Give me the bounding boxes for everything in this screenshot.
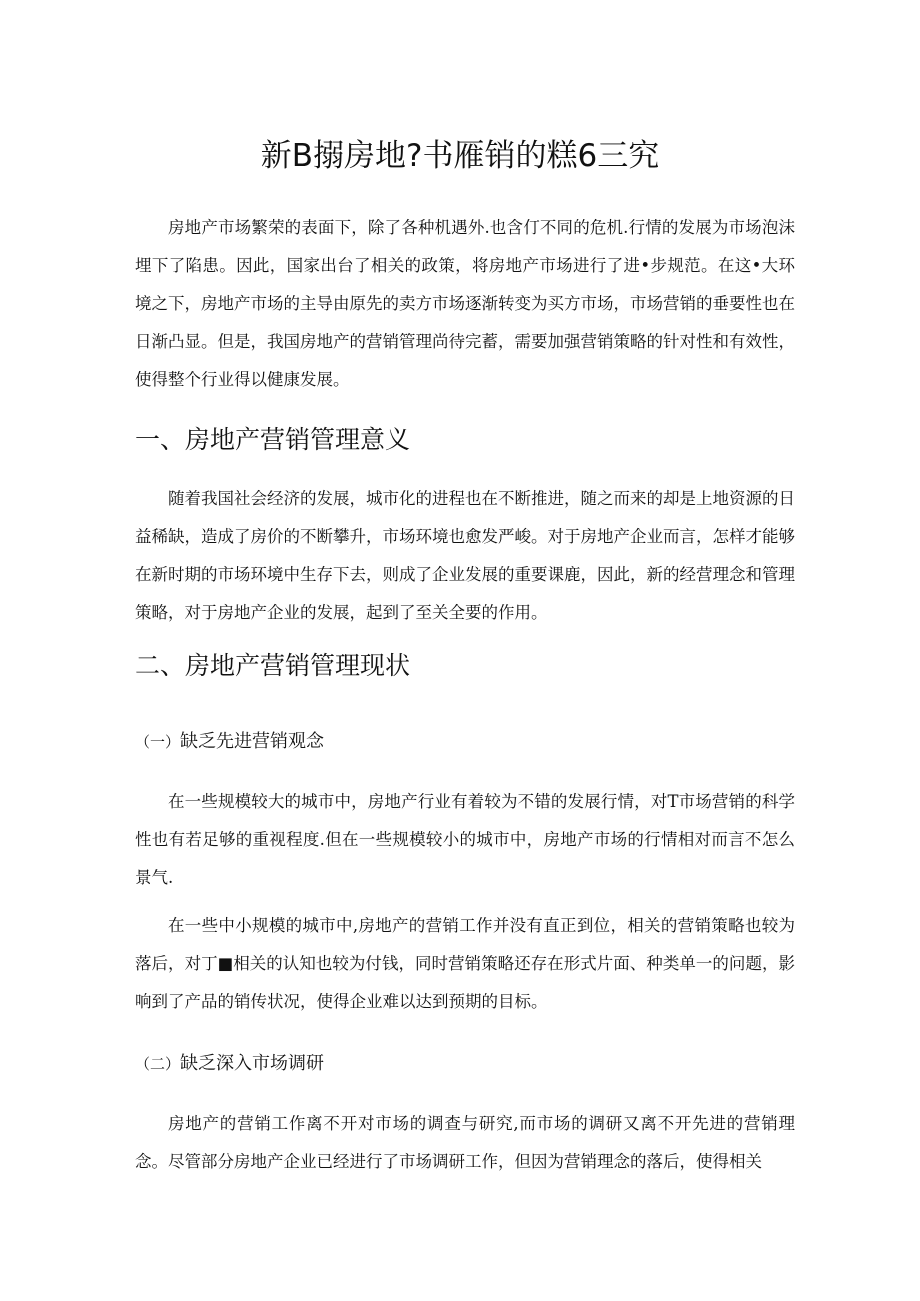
document-title: 新B搦房地?书雁销的糕6三究 bbox=[260, 138, 660, 174]
section-heading-significance: 一、房地产营销管理意义 bbox=[135, 425, 411, 454]
section-heading-status: 二、房地产营销管理现状 bbox=[135, 651, 411, 680]
subsection-heading-research bbox=[135, 1049, 324, 1075]
research-paragraph-1: 房地产的营销工作离不开对市场的调查与研究,而市场的调研又离不开先进的营销理念。尽管部分房地产企业已经进行了市场调研工作，但因为营销理念的落后，使得相关 bbox=[135, 1114, 795, 1171]
intro-paragraph: 房地产市场繁荣的表面下，除了各种机遇外.也含仃不同的危机.行情的发展为市场泡沫埋下了陷患。因此，国家出台了相关的政策，将房地产市场进行了进•步规范。在这•大环境之下，房地产市场的主导由原先的卖方市场逐渐转变为买方市场，市场营销的垂要性也在日渐凸显。但是，我国房地产的营销管理尚待完蓄，需要加强营销策略的针对性和有效性，使得整个行业得以健康发展。 bbox=[135, 218, 795, 389]
concept-paragraph-1: 在一些规模较大的城市中，房地产行业有着较为不错的发展行情，对T市场营销的科学性也有若足够的重视程度.但在一些规模较小的城市中，房地产市场的行情相对而言不怎么景气. bbox=[135, 792, 795, 887]
concept-paragraph-2: 在一些中小规模的城市中,房地产的营销工作并没有直正到位，相关的营销策略也较为落后，对丁■相关的认知也较为付钱，同时营销策略还存在形式片面、种类单一的问题，影响到了产品的销传状况，使得企业难以达到预期的目标。 bbox=[135, 916, 795, 1011]
subsection-heading-concept bbox=[135, 727, 324, 753]
subsection-number: （二） bbox=[135, 1055, 181, 1073]
subsection-title: 缺乏深入市场调研 bbox=[180, 1053, 325, 1074]
significance-paragraph: 随着我国社会经济的发展，城市化的进程也在不断推进，随之而来的却是上地资源的日益稀缺，造成了房价的不断攀升，市场环境也愈发严峻。对于房地产企业而言，怎样才能够在新时期的市场环境中生存下去，则成了企业发展的重要课鹿，因此，新的经营理念和管理策略，对于房地产企业的发展，起到了至关全要的作用。 bbox=[135, 489, 795, 622]
subsection-title: 缺乏先进营销观念 bbox=[180, 731, 325, 752]
subsection-number: （一） bbox=[135, 733, 181, 751]
